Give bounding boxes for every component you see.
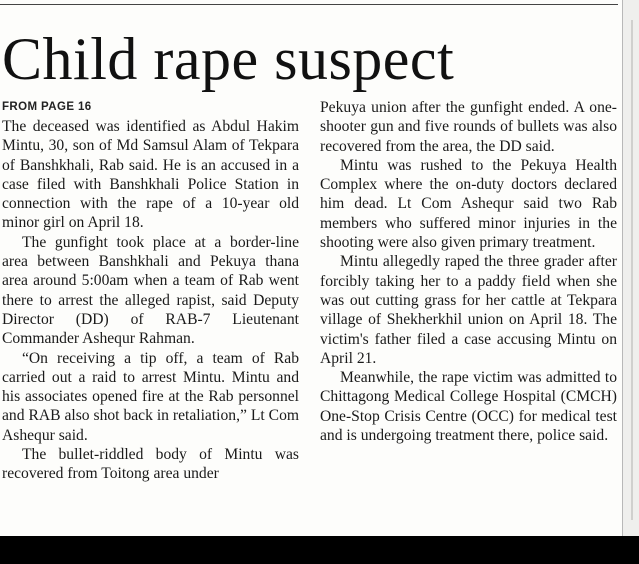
- continuation-kicker: FROM PAGE 16: [2, 101, 92, 113]
- paragraph: The bullet-riddled body of Mintu was recovered from Toitong area under: [2, 446, 299, 483]
- paragraph: Pekuya union after the gunfight ended. A one-shooter gun and five rounds of bullets was also recovered from the area, the DD said.: [320, 99, 617, 155]
- paragraph: The gunfight took place at a border-line area between Banshkhali and Pekuya thana area around 5:00am when a team of Rab went there to arrest the alleged rapist, said Deputy Director (DD) of RAB-7 Lieutenant Commander Ashequr Rahman.: [2, 233, 299, 348]
- paragraph: The deceased was identified as Abdul Hakim Mintu, 30, son of Md Samsul Alam of Tekpara of Banshkhali, Rab said. He is an accused in a case filed with Banshkhali Police Station in connection with the rape of a 10-year old minor girl on April 18.: [2, 118, 299, 232]
- paragraph: Meanwhile, the rape victim was admitted to Chittagong Medical College Hospital (CMCH) One-Stop Crisis Centre (OCC) for medical test and is undergoing treatment there, police said.: [320, 369, 617, 445]
- paragraph: Mintu was rushed to the Pekuya Health Complex where the on-duty doctors declared him dead. Lt Com Ashequr said two Rab members who suffered minor injuries in the shooting were also given primary treatment.: [320, 156, 617, 252]
- headline: Child rape suspect: [2, 26, 455, 92]
- article-column-right: [320, 98, 617, 445]
- adjacent-page-edge: [622, 0, 639, 536]
- scan-border: [0, 536, 639, 564]
- paragraph: Mintu allegedly raped the three grader after forcibly taking her to a paddy field when she was out cutting grass for her cattle at Tekpara village of Shekherkhil union on April 18. The victim's father filed a case accusing Mintu on April 21.: [320, 253, 617, 367]
- article-column-left: [2, 98, 299, 484]
- top-rule: [0, 4, 618, 5]
- paragraph: “On receiving a tip off, a team of Rab carried out a raid to arrest Mintu. Mintu and his associates opened fire at the Rab personnel and RAB also shot back in retaliation,” Lt Com Ashequr said.: [2, 349, 299, 444]
